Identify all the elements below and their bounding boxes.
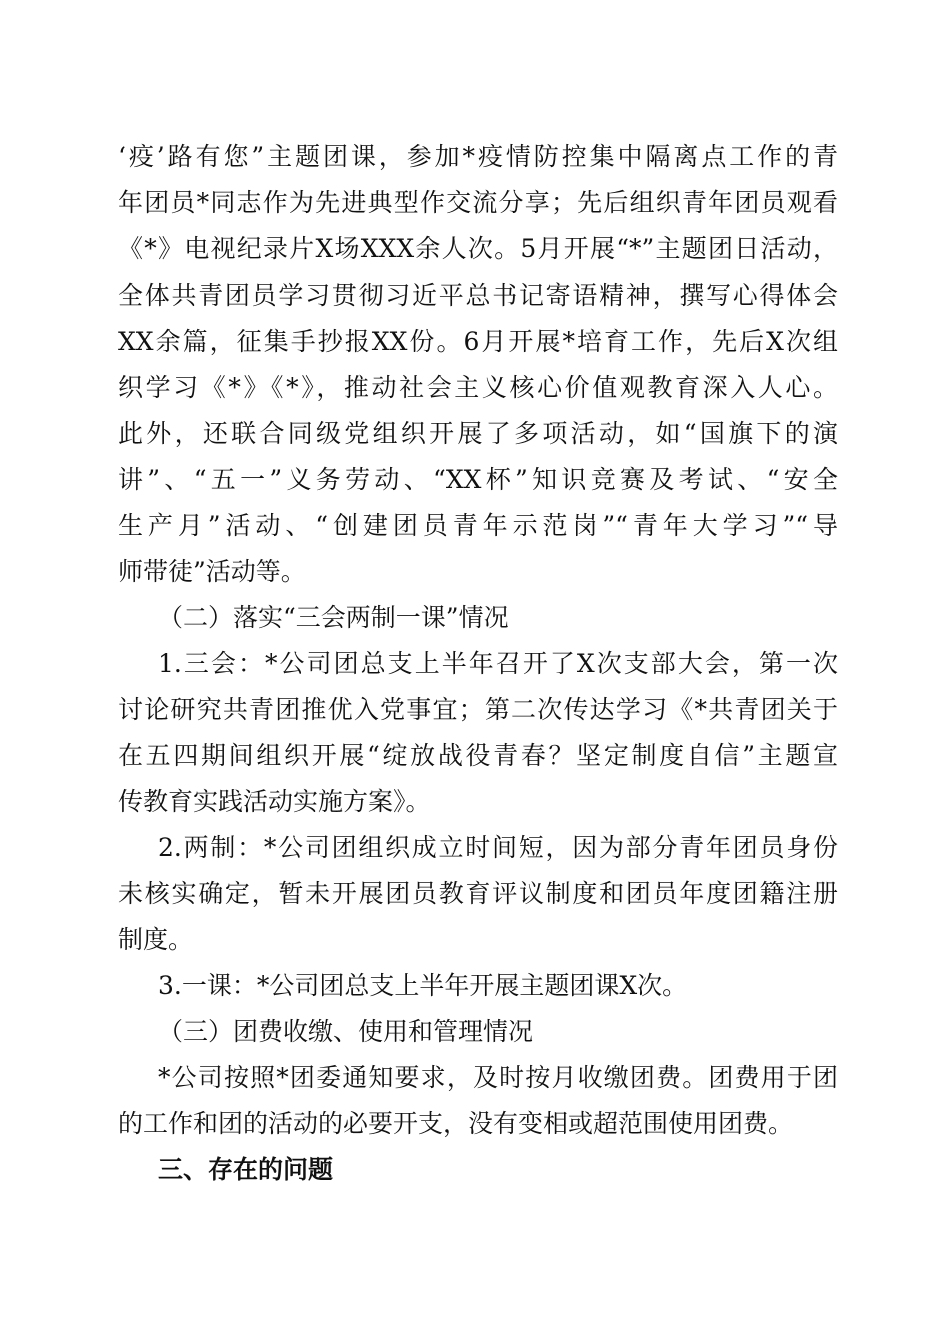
- section-heading: （二）落实“三会两制一课”情况: [158, 603, 509, 632]
- paragraph-line: 在五四期间组织开展“绽放战役青春？坚定制度自信”主题宣: [118, 741, 838, 770]
- paragraph-line: 未核实确定，暂未开展团员教育评议制度和团员年度团籍注册: [118, 879, 838, 908]
- paragraph-line: 2.两制：*公司团组织成立时间短，因为部分青年团员身份: [158, 833, 838, 862]
- paragraph-line: 生产月”活动、“创建团员青年示范岗”“青年大学习”“导: [118, 511, 838, 540]
- paragraph-line: 织学习《*》《*》，推动社会主义核心价值观教育深入人心。: [118, 373, 838, 402]
- paragraph-line: 3.一课：*公司团总支上半年开展主题团课X次。: [158, 971, 688, 1000]
- paragraph-line: XX余篇，征集手抄报XX份。6月开展*培育工作，先后X次组: [118, 327, 838, 356]
- paragraph-line: 《*》电视纪录片X场XXX余人次。5月开展“*”主题团日活动，: [118, 234, 838, 263]
- paragraph-line: 全体共青团员学习贯彻习近平总书记寄语精神，撰写心得体会: [118, 281, 838, 310]
- paragraph-line: 传教育实践活动实施方案》。: [118, 787, 431, 816]
- paragraph-line: 1.三会：*公司团总支上半年召开了X次支部大会，第一次: [158, 649, 838, 678]
- paragraph-line: 年团员*同志作为先进典型作交流分享；先后组织青年团员观看: [118, 188, 838, 217]
- paragraph-line: 的工作和团的活动的必要开支，没有变相或超范围使用团费。: [118, 1109, 794, 1138]
- paragraph-line: 讲”、“五一”义务劳动、“XX杯”知识竞赛及考试、“安全: [118, 465, 838, 494]
- paragraph-line: ‘疫’路有您”主题团课，参加*疫情防控集中隔离点工作的青: [118, 142, 838, 171]
- paragraph-line: 讨论研究共青团推优入党事宜；第二次传达学习《*共青团关于: [118, 695, 838, 724]
- paragraph-line: *公司按照*团委通知要求，及时按月收缴团费。团费用于团: [158, 1063, 838, 1092]
- section-heading: （三）团费收缴、使用和管理情况: [158, 1017, 534, 1046]
- chapter-heading: 三、存在的问题: [158, 1155, 334, 1184]
- paragraph-line: 制度。: [118, 925, 194, 954]
- paragraph-line: 此外，还联合同级党组织开展了多项活动，如“国旗下的演: [118, 419, 838, 448]
- paragraph-line: 师带徒”活动等。: [118, 557, 306, 586]
